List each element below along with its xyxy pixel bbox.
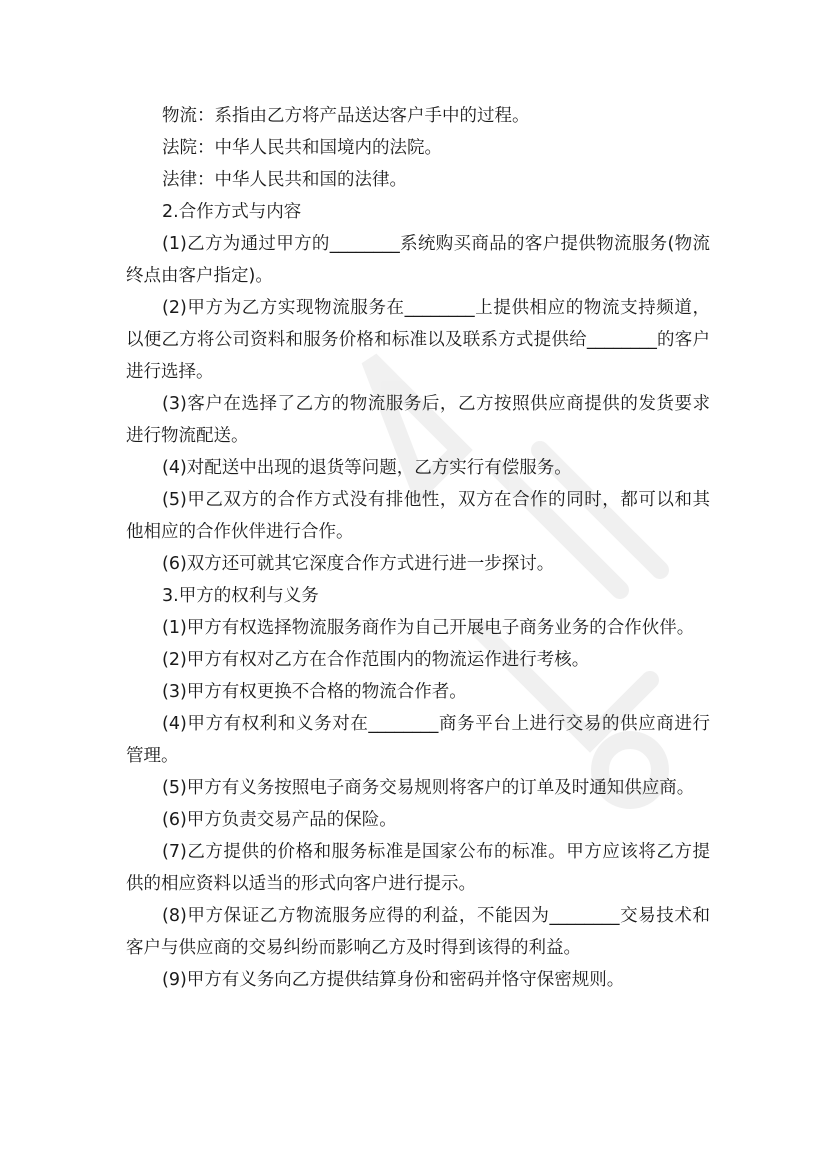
document-body <box>126 100 710 996</box>
definition-logistics: 物流：系指由乙方将产品送达客户手中的过程。 <box>162 106 530 126</box>
clause-2-2: (2)甲方为乙方实现物流服务在________上提供相应的物流支持频道，以便乙方将公司资料和服务价格和标准以及联系方式提供给________的客户进行选择。 <box>126 298 710 382</box>
clause-3-5: (5)甲方有义务按照电子商务交易规则将客户的订单及时通知供应商。 <box>162 778 695 798</box>
clause-3-6: (6)甲方负责交易产品的保险。 <box>162 810 397 830</box>
clause-3-8: (8)甲方保证乙方物流服务应得的利益，不能因为________交易技术和客户与供应商的交易纠纷而影响乙方及时得到该得的利益。 <box>126 906 710 958</box>
clause-3-1: (1)甲方有权选择物流服务商作为自己开展电子商务业务的合作伙伴。 <box>162 618 695 638</box>
clause-2-4: (4)对配送中出现的退货等问题，乙方实行有偿服务。 <box>162 458 572 478</box>
clause-2-1: (1)乙方为通过甲方的________系统购买商品的客户提供物流服务(物流终点由客户指定)。 <box>126 234 710 286</box>
clause-3-3: (3)甲方有权更换不合格的物流合作者。 <box>162 682 467 702</box>
section-heading-cooperation: 2.合作方式与内容 <box>162 202 302 222</box>
definition-law: 法律：中华人民共和国的法律。 <box>162 170 407 190</box>
clause-2-6: (6)双方还可就其它深度合作方式进行进一步探讨。 <box>162 554 555 574</box>
clause-3-2: (2)甲方有权对乙方在合作范围内的物流运作进行考核。 <box>162 650 590 670</box>
clause-3-7: (7)乙方提供的价格和服务标准是国家公布的标准。甲方应该将乙方提供的相应资料以适当的形式向客户进行提示。 <box>126 842 710 894</box>
section-heading-party-a-rights: 3.甲方的权利与义务 <box>162 586 319 606</box>
clause-3-9: (9)甲方有义务向乙方提供结算身份和密码并恪守保密规则。 <box>162 970 625 990</box>
clause-2-3: (3)客户在选择了乙方的物流服务后，乙方按照供应商提供的发货要求进行物流配送。 <box>126 394 710 446</box>
clause-3-4: (4)甲方有权利和义务对在________商务平台上进行交易的供应商进行管理。 <box>126 714 710 766</box>
clause-2-5: (5)甲乙双方的合作方式没有排他性，双方在合作的同时，都可以和其他相应的合作伙伴进行合作。 <box>126 490 710 542</box>
definition-court: 法院：中华人民共和国境内的法院。 <box>162 138 442 158</box>
